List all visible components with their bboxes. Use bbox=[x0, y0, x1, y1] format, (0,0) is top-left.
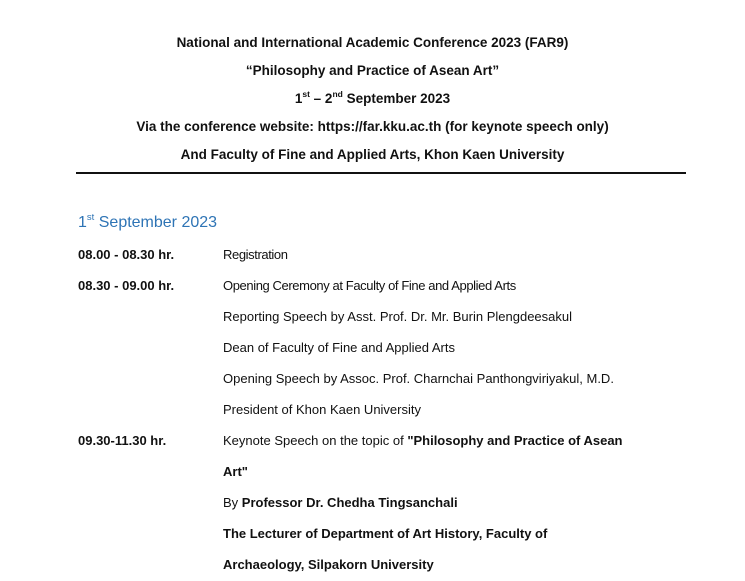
session-line: Opening Ceremony at Faculty of Fine and Applied Arts bbox=[223, 278, 516, 293]
session-line: Dean of Faculty of Fine and Applied Arts bbox=[223, 340, 455, 355]
conference-venue: And Faculty of Fine and Applied Arts, Khon Kaen University bbox=[180, 147, 565, 162]
speaker-affiliation: Archaeology, Silpakorn University bbox=[223, 557, 434, 572]
conference-title: National and International Academic Conference 2023 (FAR9) bbox=[176, 35, 569, 50]
session-line: Registration bbox=[223, 247, 288, 262]
conference-website: Via the conference website: https://far.kku.ac.th (for keynote speech only) bbox=[136, 119, 609, 134]
session-line: Reporting Speech by Asst. Prof. Dr. Mr. Burin Plengdeesakul bbox=[223, 309, 573, 324]
keynote-topic-line: Keynote Speech on the topic of "Philosophy and Practice of Asean bbox=[223, 433, 623, 448]
session-time: 08.30 - 09.00 hr. bbox=[78, 278, 175, 293]
session-line: President of Khon Kaen University bbox=[223, 402, 421, 417]
session-time: 08.00 - 08.30 hr. bbox=[78, 247, 175, 262]
session-time: 09.30-11.30 hr. bbox=[78, 433, 167, 448]
conference-dates: 1st – 2nd September 2023 bbox=[294, 89, 451, 106]
day-heading: 1st September 2023 bbox=[78, 212, 218, 231]
conference-theme: “Philosophy and Practice of Asean Art” bbox=[245, 63, 500, 78]
keynote-speaker: By Professor Dr. Chedha Tingsanchali bbox=[223, 495, 458, 510]
speaker-affiliation: The Lecturer of Department of Art History, Faculty of bbox=[223, 526, 548, 541]
header-divider bbox=[76, 172, 686, 174]
session-line: Opening Speech by Assoc. Prof. Charnchai Panthongviriyakul, M.D. bbox=[223, 371, 614, 386]
keynote-topic-line: Art" bbox=[223, 464, 248, 479]
